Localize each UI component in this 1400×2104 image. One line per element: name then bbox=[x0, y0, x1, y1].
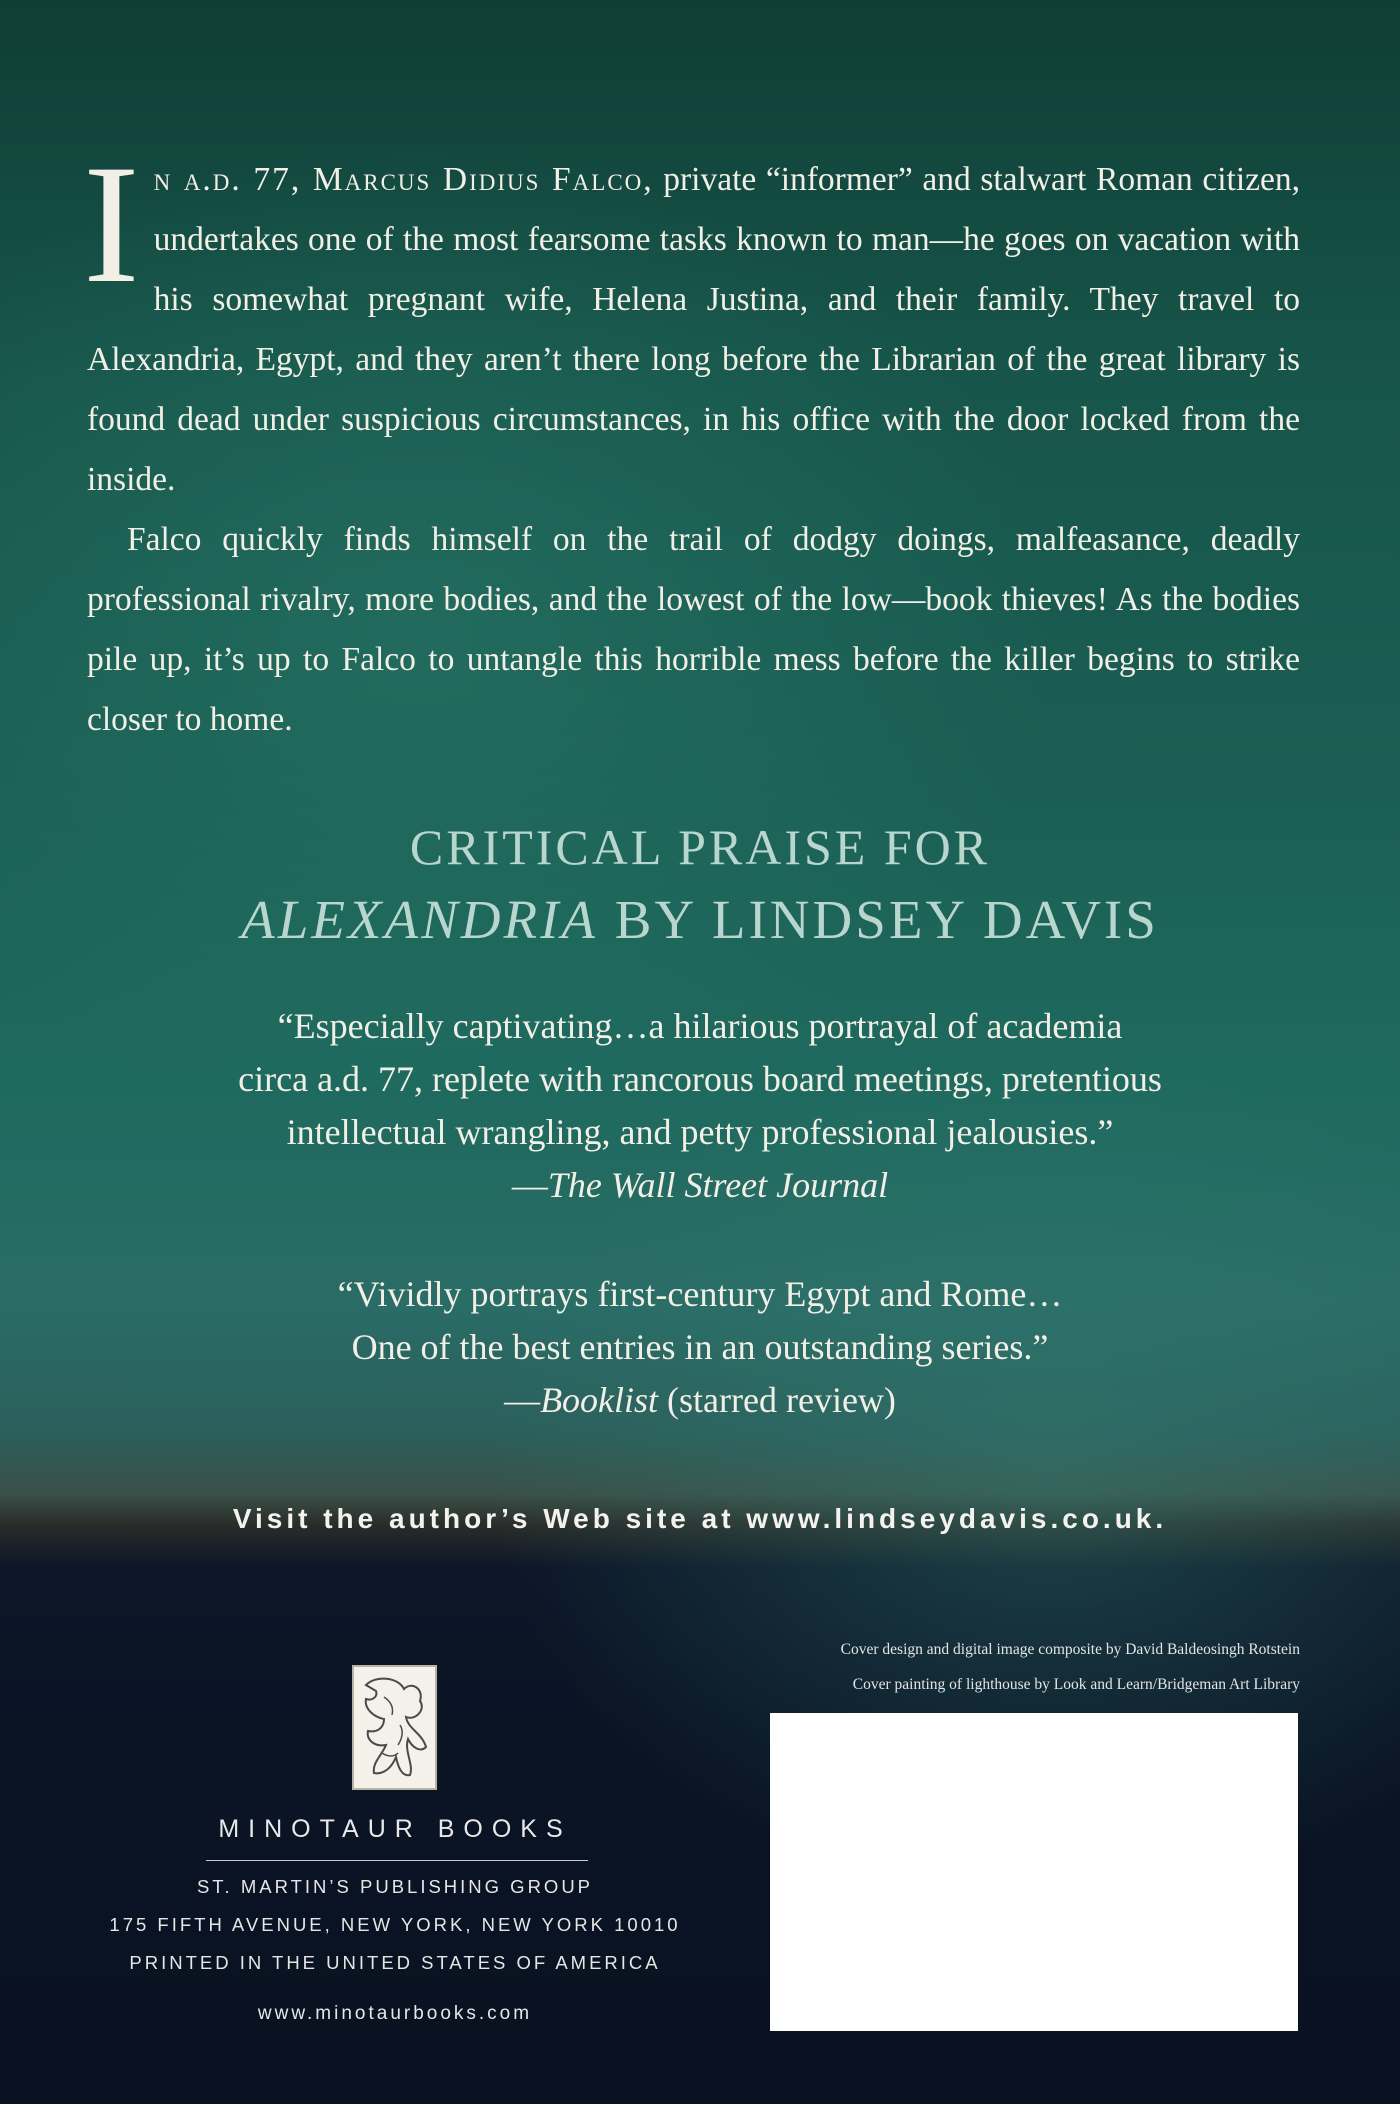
back-cover-blurb bbox=[83, 130, 1300, 750]
publisher-divider bbox=[206, 1860, 588, 1861]
source-name: Booklist bbox=[540, 1380, 659, 1420]
cover-design-credit: Cover design and digital image composite by David Baldeosingh Rotstein bbox=[840, 1641, 1300, 1658]
author-website-line: Visit the author’s Web site at www.lindseydavis.co.uk. bbox=[232, 1503, 1168, 1534]
quote-line: “Especially captivating…a hilarious portrayal of academia bbox=[277, 1006, 1123, 1046]
barcode-area bbox=[770, 1713, 1298, 2031]
quote-line: One of the best entries in an outstanding series.” bbox=[351, 1327, 1049, 1367]
praise-heading-line-2 bbox=[0, 888, 1400, 951]
publisher-address: 175 FIFTH AVENUE, NEW YORK, NEW YORK 10010 bbox=[109, 1914, 681, 1935]
review-quote-1 bbox=[0, 1000, 1400, 1212]
source-note: (starred review) bbox=[658, 1380, 896, 1420]
blurb-paragraph-1 bbox=[83, 130, 1300, 510]
drop-cap: I bbox=[83, 130, 140, 318]
quote-source bbox=[0, 1374, 1400, 1427]
praise-heading-title: ALEXANDRIA bbox=[241, 889, 599, 950]
source-dash: — bbox=[504, 1380, 541, 1420]
praise-heading-author: BY LINDSEY DAVIS bbox=[598, 889, 1159, 950]
source-dash: — bbox=[511, 1165, 548, 1205]
publisher-url: www.minotaurbooks.com bbox=[257, 2003, 533, 2024]
quote-line: “Vividly portrays first-century Egypt and Rome… bbox=[337, 1274, 1063, 1314]
quote-line: intellectual wrangling, and petty professional jealousies.” bbox=[286, 1112, 1114, 1152]
minotaur-logo-icon bbox=[352, 1665, 437, 1790]
cover-painting-credit: Cover painting of lighthouse by Look and Learn/Bridgeman Art Library bbox=[852, 1676, 1300, 1693]
blurb-lead-smallcaps: n a.d. 77, Marcus Didius Falco, bbox=[153, 161, 654, 198]
quote-line: circa a.d. 77, replete with rancorous board meetings, pretentious bbox=[238, 1059, 1162, 1099]
praise-heading-line-1: CRITICAL PRAISE FOR bbox=[409, 819, 991, 875]
publisher-name: MINOTAUR BOOKS bbox=[218, 1815, 572, 1843]
blurb-paragraph-1-text: private “informer” and stalwart Roman citizen, undertakes one of the most fearsome tasks known to man—he goes on vacation with his somewhat pregnant wife, Helena Justina, and their family. They travel to Alexandria, Egypt, and they aren’t there long before the Librarian of the great library is found dead under suspicious circumstances, in his office with the door locked from the inside. bbox=[87, 161, 1300, 498]
quote-source bbox=[0, 1159, 1400, 1212]
review-quote-2 bbox=[0, 1268, 1400, 1427]
publisher-group: ST. MARTIN’S PUBLISHING GROUP bbox=[196, 1876, 594, 1897]
source-name: The Wall Street Journal bbox=[547, 1165, 889, 1205]
blurb-paragraph-2: Falco quickly finds himself on the trail of dodgy doings, malfeasance, deadly professional rivalry, more bodies, and the lowest of the low—book thieves! As the bodies pile up, it’s up to Falco to untangle this horrible mess before the killer begins to strike closer to home. bbox=[87, 521, 1300, 738]
printed-notice: PRINTED IN THE UNITED STATES OF AMERICA bbox=[129, 1952, 661, 1973]
